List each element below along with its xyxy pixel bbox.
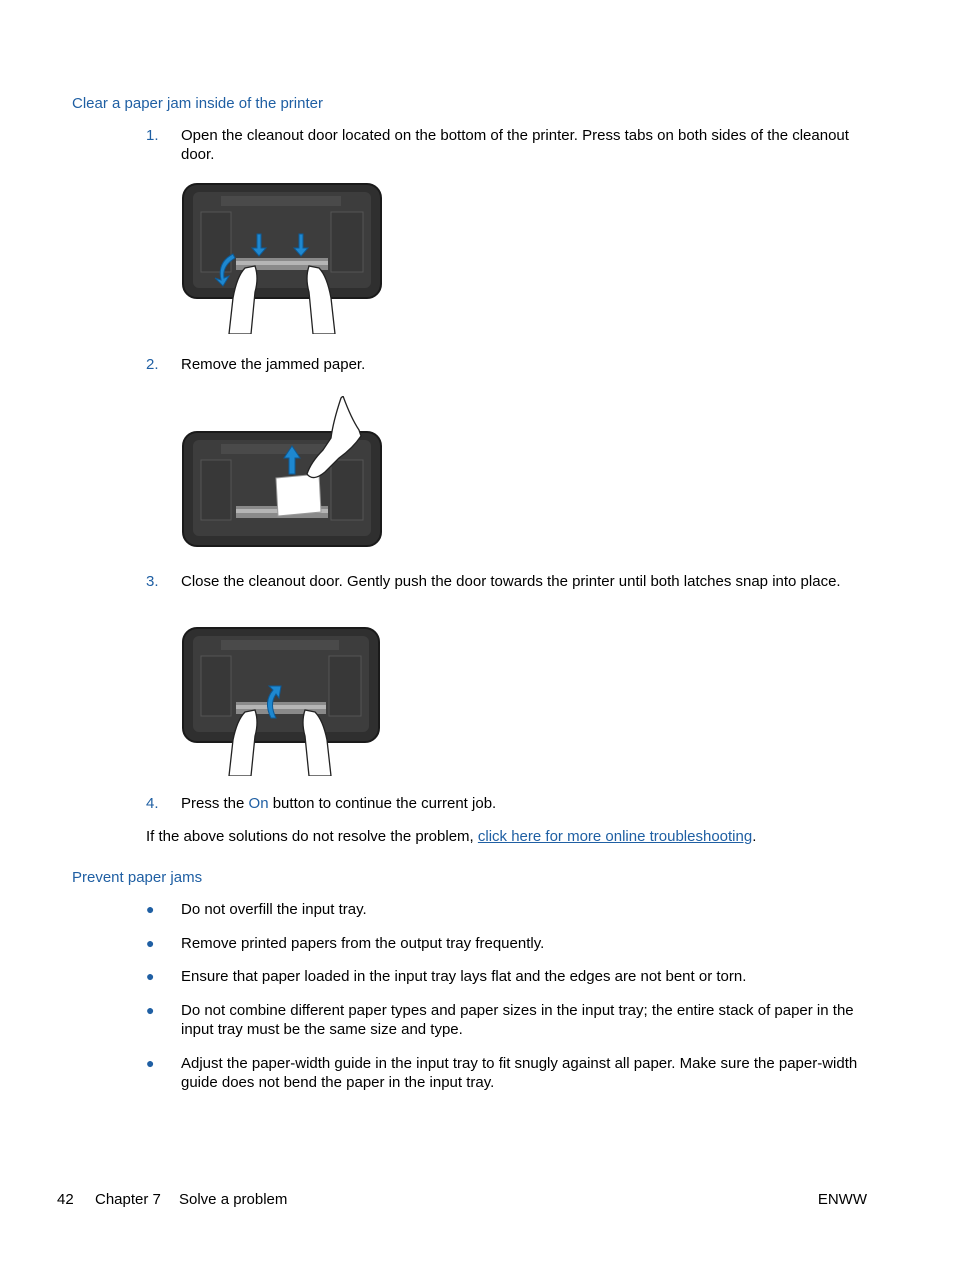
illustration-open-cleanout-door xyxy=(181,182,383,334)
note-period: . xyxy=(752,828,757,845)
step-text: Remove the jammed paper. xyxy=(181,356,366,373)
step-number: 1. xyxy=(146,127,159,144)
step-text: Open the cleanout door located on the bottom of the printer. Press tabs on both sides of the cleanout door. xyxy=(181,127,849,163)
section-heading-prevent-jams: Prevent paper jams xyxy=(72,869,203,886)
note-text: If the above solutions do not resolve the problem, xyxy=(146,828,478,845)
bullet-item: Adjust the paper-width guide in the input tray to fit snugly against all paper. Make sure the paper-width guide does not bend the paper in the input tray. xyxy=(181,1055,858,1091)
step-text-before: Press the xyxy=(181,795,249,812)
step-number: 4. xyxy=(146,795,159,812)
bullet-item: Do not overfill the input tray. xyxy=(181,901,367,918)
bullet-icon: ● xyxy=(146,1002,155,1018)
step-text: Close the cleanout door. Gently push the door towards the printer until both latches snap into place. xyxy=(181,573,841,590)
bullet-item: Ensure that paper loaded in the input tray lays flat and the edges are not bent or torn. xyxy=(181,968,747,985)
footer-enww: ENWW xyxy=(817,1191,867,1208)
step-text-after: button to continue the current job. xyxy=(268,795,497,812)
bullet-item: Remove printed papers from the output tray frequently. xyxy=(181,935,545,952)
footer-chapter-title: Solve a problem xyxy=(179,1191,288,1208)
step-number: 2. xyxy=(146,356,159,373)
troubleshooting-note xyxy=(146,828,756,845)
bullet-icon: ● xyxy=(146,935,155,951)
bullet-item: Do not combine different paper types and paper sizes in the input tray; the entire stack of paper in the input tray must be the same size and type. xyxy=(181,1002,854,1038)
illustration-close-cleanout-door xyxy=(181,626,381,776)
illustration-remove-paper xyxy=(181,396,383,550)
section-heading-clear-jam: Clear a paper jam inside of the printer xyxy=(72,95,323,112)
bullet-icon: ● xyxy=(146,968,155,984)
bullet-icon: ● xyxy=(146,901,155,917)
bullet-icon: ● xyxy=(146,1055,155,1071)
step-text xyxy=(181,794,861,813)
footer-chapter: Chapter 7 xyxy=(95,1191,161,1208)
online-troubleshooting-link[interactable]: click here for more online troubleshooting xyxy=(477,828,753,845)
step-number: 3. xyxy=(146,573,159,590)
page-number: 42 xyxy=(57,1191,74,1208)
on-button-label: On xyxy=(248,795,269,812)
